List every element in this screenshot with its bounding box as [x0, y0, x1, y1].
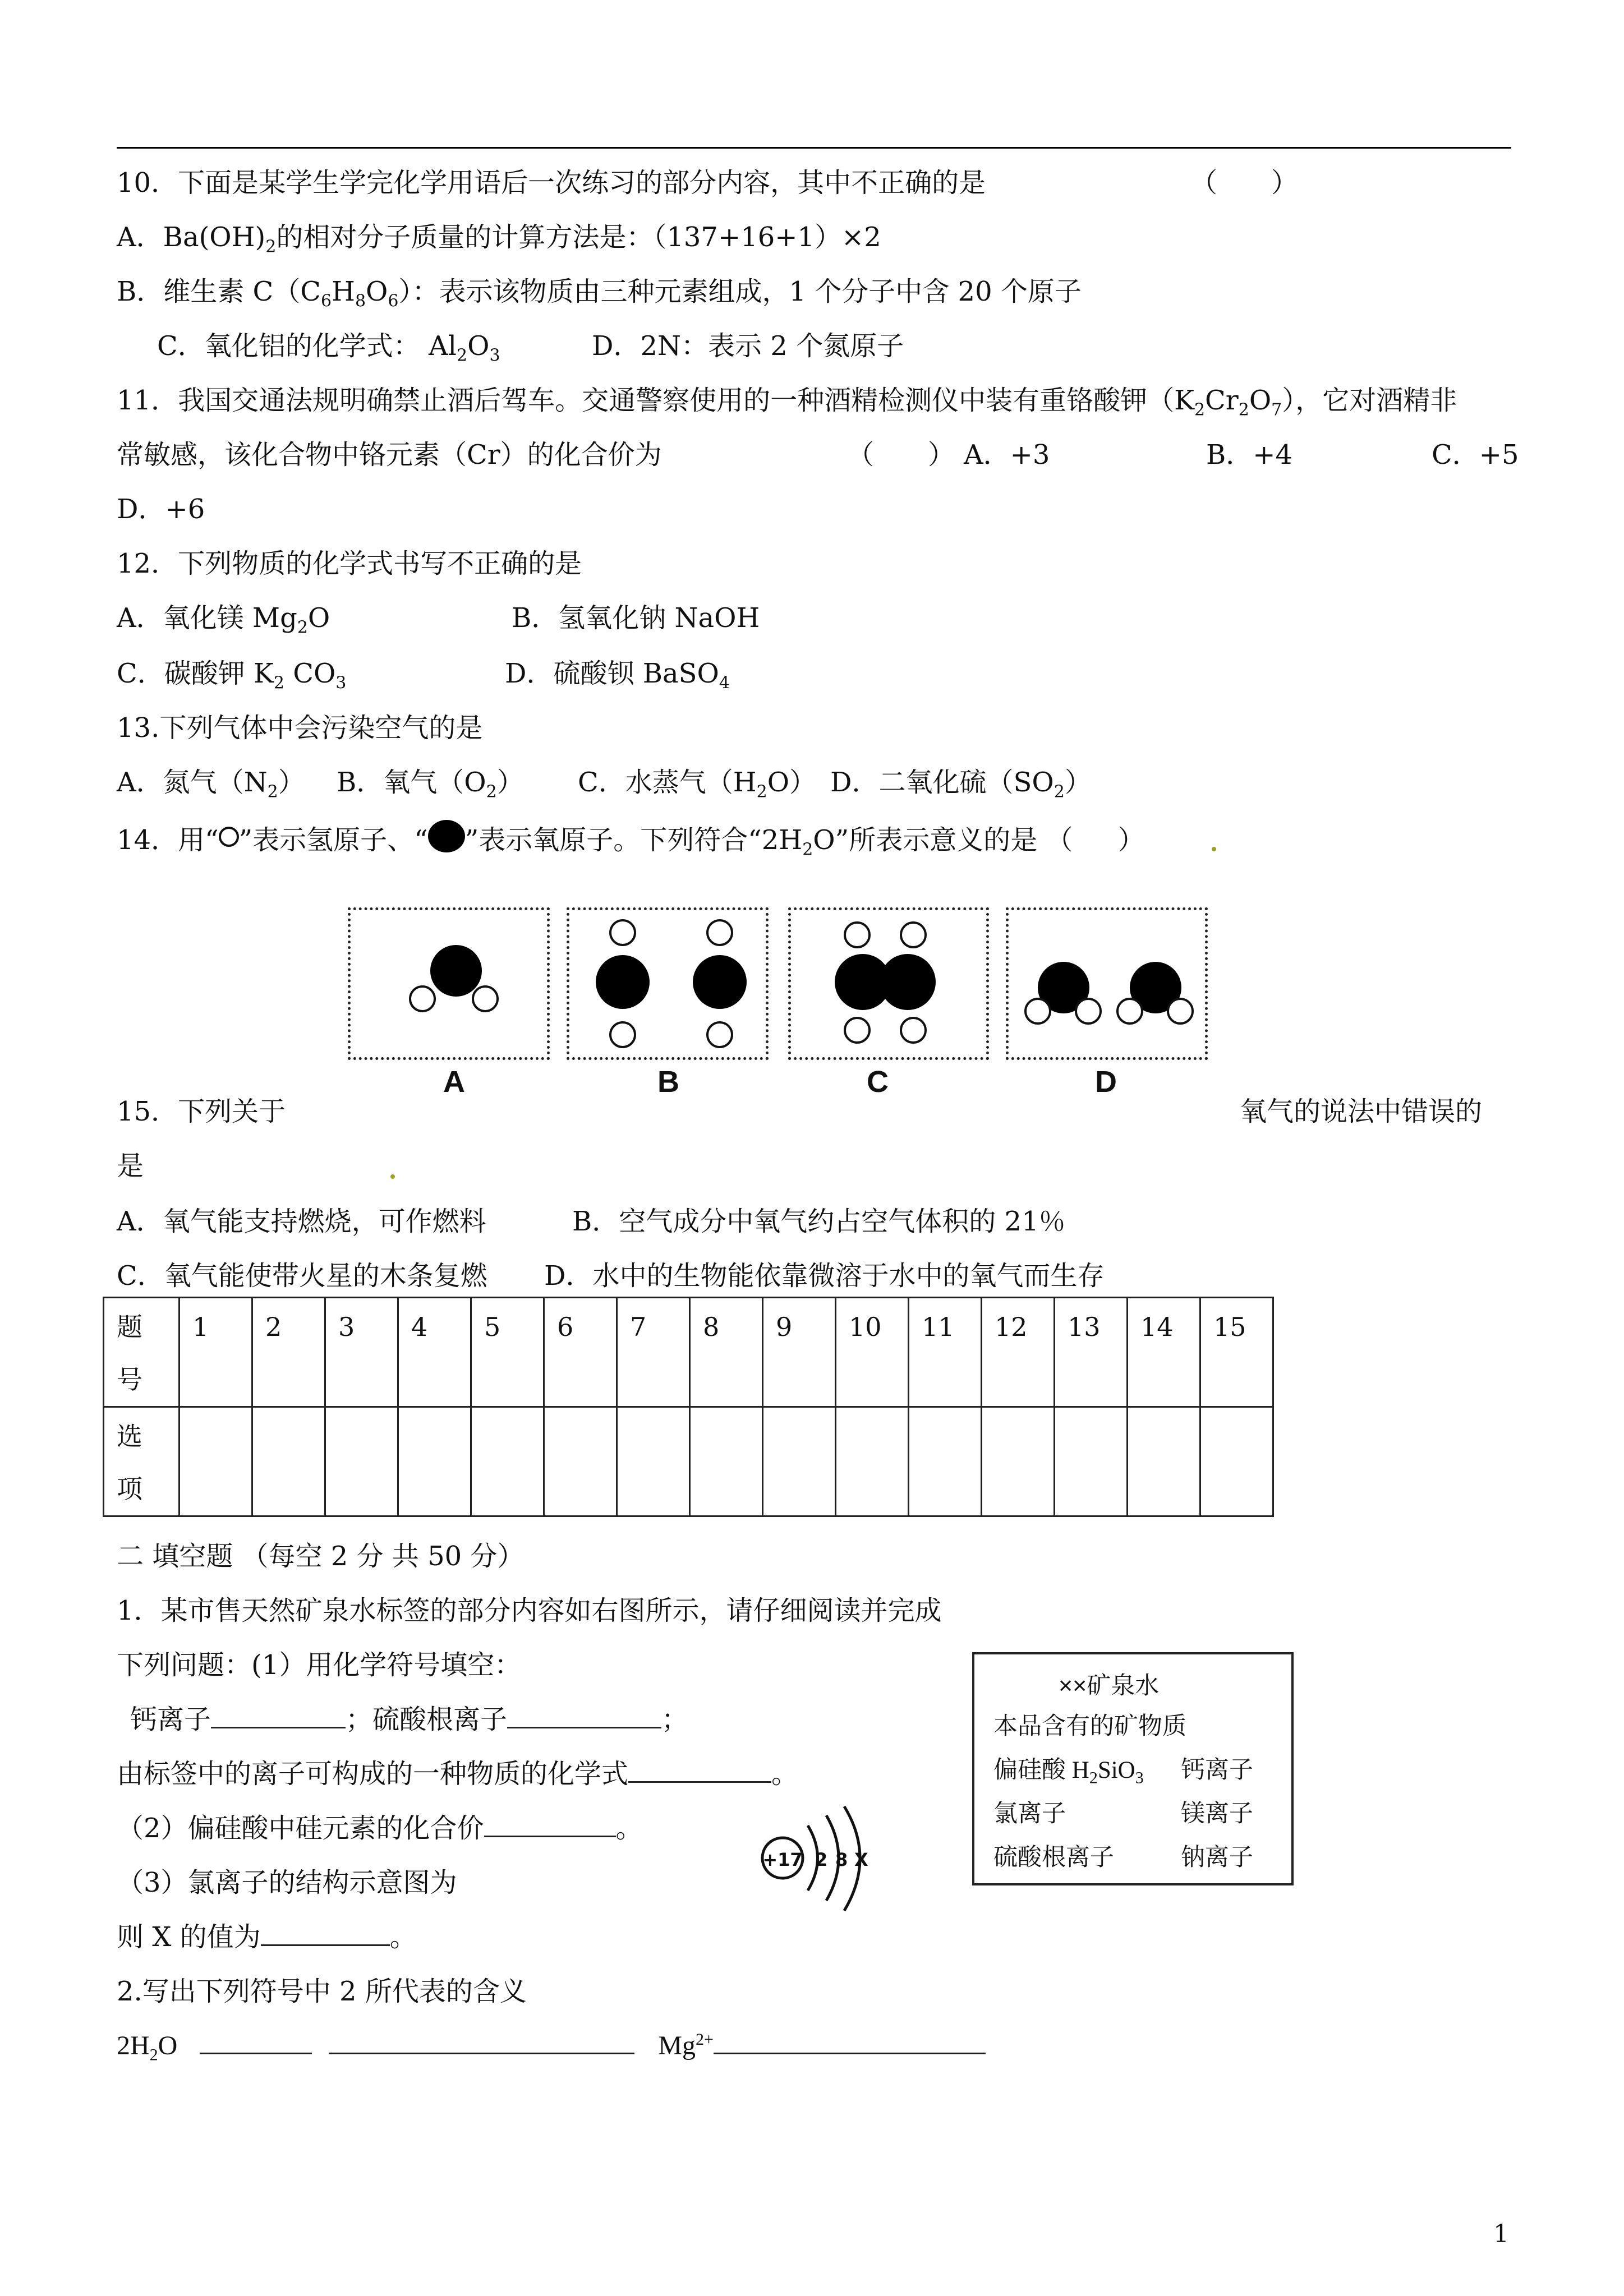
- question-number-cell: 7: [617, 1298, 690, 1407]
- q15-option-c: C．氧气能使带火星的木条复燃: [117, 1260, 487, 1292]
- shell-electron-count: 8: [835, 1849, 848, 1870]
- answer-blank[interactable]: [261, 1922, 390, 1946]
- q13-option-a: A．氮气$(N_2)$: [117, 767, 305, 802]
- question-number-cell: 1: [180, 1298, 252, 1407]
- molecule-box-d: [1006, 907, 1208, 1060]
- question-number-cell: 9: [763, 1298, 836, 1407]
- molecule-label-d: D: [1095, 1065, 1117, 1099]
- answer-cell[interactable]: [1128, 1407, 1200, 1516]
- question-number-cell: 5: [471, 1298, 544, 1407]
- page-number: 1: [1493, 2220, 1509, 2248]
- nucleus-charge: +17: [762, 1849, 803, 1870]
- q13-stem: 13.下列气体中会污染空气的是: [117, 712, 483, 744]
- question-number-cell: 13: [1055, 1298, 1128, 1407]
- molecule-c-svg: [791, 910, 986, 1057]
- q12-option-b: B．氢氧化钠 NaOH: [512, 602, 760, 634]
- oxygen-atom: [596, 955, 650, 1009]
- answer-table-row-header: 题 号: [104, 1298, 180, 1407]
- q11-option-b: B．+4: [1206, 439, 1293, 471]
- answer-table-row-header: 选 项: [104, 1407, 180, 1516]
- hydrogen-atom: [1076, 999, 1101, 1023]
- answer-table: [103, 1297, 1274, 1517]
- hydrogen-atom: [1117, 999, 1142, 1023]
- question-number-cell: 12: [982, 1298, 1055, 1407]
- q11-option-d: D．+6: [117, 494, 205, 525]
- q14-stem: 14．用“ ”表示氢原子、“ ”表示氧原子。下列符合“$2H_2O$”所表示意义的是 （ ）: [117, 820, 1144, 857]
- mineral-water-label: [972, 1652, 1294, 1885]
- label-item: 硫酸根离子: [993, 1844, 1114, 1871]
- q10-option-c: C．氧化铝的化学式： $Al_2O_3$: [157, 330, 500, 366]
- molecule-d-svg: [1009, 910, 1205, 1057]
- q13-option-c: C．水蒸气$(H_2O)$: [578, 767, 817, 802]
- q10-answer-paren: （ ）: [1190, 167, 1299, 199]
- q13-option-d: D．二氧化硫$(SO_2)$: [830, 767, 1092, 802]
- answer-cell[interactable]: [690, 1407, 763, 1516]
- q15-option-d: D．水中的生物能依靠微溶于水中的氧气而生存: [544, 1260, 1105, 1292]
- hydrogen-atom: [610, 1022, 635, 1047]
- answer-cell[interactable]: [471, 1407, 544, 1516]
- question-number-cell: 10: [836, 1298, 909, 1407]
- q10-option-b: B．维生素 $C(C_6H_8O_6)$：表示该物质由三种元素组成，1 个分子中含 20 个原子: [117, 276, 1082, 311]
- answer-table-number-row: [104, 1298, 1273, 1407]
- label-title: ××矿泉水: [1059, 1672, 1160, 1699]
- answer-blank[interactable]: [484, 1813, 616, 1837]
- question-number-cell: 8: [690, 1298, 763, 1407]
- oxygen-atom: [880, 954, 936, 1010]
- hydrogen-atom: [845, 1018, 869, 1043]
- s2-q1-part3: （3）氯离子的结构示意图为: [117, 1867, 457, 1898]
- question-number-cell: 4: [398, 1298, 471, 1407]
- label-item: 钠离子: [1181, 1844, 1253, 1871]
- q15-stem-end: 氧气的说法中错误的: [1240, 1096, 1483, 1127]
- section2-title: 二 填空题 （每空 2 分 共 50 分）: [117, 1541, 525, 1572]
- molecule-box-a: [348, 907, 550, 1060]
- q11-stem-cont: 常敏感，该化合物中铬元素（Cr）的化合价为: [117, 439, 662, 471]
- question-number-cell: 14: [1128, 1298, 1200, 1407]
- scan-speck: [1212, 847, 1216, 851]
- q15-stem-cont: 是: [117, 1150, 144, 1182]
- molecule-box-b: [567, 907, 769, 1060]
- q12-stem: 12．下列物质的化学式书写不正确的是: [117, 548, 582, 579]
- hydrogen-atom: [410, 986, 435, 1011]
- question-number-cell: 2: [252, 1298, 325, 1407]
- hydrogen-atom: [901, 923, 926, 947]
- answer-blank[interactable]: [714, 2030, 986, 2054]
- hydrogen-atom: [707, 920, 732, 945]
- molecule-b-svg: [569, 910, 766, 1057]
- hydrogen-atom: [1025, 999, 1050, 1023]
- q11-stem: 11．我国交通法规明确禁止酒后驾车。交通警察使用的一种酒精检测仪中装有重铬酸钾$(K_2Cr_2O_7)$，它对酒精非: [117, 385, 1457, 420]
- answer-cell[interactable]: [909, 1407, 982, 1516]
- s2-q1-stem-cont: 下列问题：(1）用化学符号填空：: [117, 1649, 522, 1681]
- answer-cell[interactable]: [1055, 1407, 1128, 1516]
- q15-option-a: A．氧气能支持燃烧，可作燃料: [117, 1206, 486, 1237]
- answer-cell[interactable]: [252, 1407, 325, 1516]
- header-rule: [117, 147, 1511, 149]
- label-item: 氯离子: [993, 1800, 1066, 1827]
- answer-blank[interactable]: [507, 1704, 661, 1728]
- s2-q1-part1b: 由标签中的离子可构成的一种物质的化学式 。: [117, 1758, 799, 1790]
- question-number-cell: 11: [909, 1298, 982, 1407]
- hydrogen-atom: [845, 923, 869, 947]
- question-number-cell: 6: [544, 1298, 617, 1407]
- hydrogen-atom-icon: [219, 827, 239, 847]
- answer-cell[interactable]: [982, 1407, 1055, 1516]
- oxygen-atom: [693, 955, 747, 1009]
- answer-cell[interactable]: [180, 1407, 252, 1516]
- s2-q1-stem: 1．某市售天然矿泉水标签的部分内容如右图所示，请仔细阅读并完成: [117, 1595, 942, 1626]
- q10-option-d: D．2N：表示 2 个氮原子: [592, 330, 904, 362]
- answer-cell[interactable]: [398, 1407, 471, 1516]
- answer-blank[interactable]: [329, 2030, 634, 2054]
- answer-blank[interactable]: [200, 2030, 312, 2054]
- hydrogen-atom: [1168, 999, 1193, 1023]
- q10-stem: 10．下面是某学生学完化学用语后一次练习的部分内容，其中不正确的是: [117, 167, 986, 199]
- answer-cell[interactable]: [763, 1407, 836, 1516]
- hydrogen-atom: [707, 1022, 732, 1047]
- q15-stem: 15．下列关于: [117, 1096, 286, 1127]
- shell-electron-count: 2: [815, 1849, 828, 1870]
- answer-cell[interactable]: [325, 1407, 398, 1516]
- s2-q1-part2: （2）偏硅酸中硅元素的化合价 。: [117, 1813, 643, 1844]
- hydrogen-atom: [610, 920, 635, 945]
- oxygen-atom-icon: [428, 820, 465, 852]
- label-item: 镁离子: [1181, 1800, 1253, 1827]
- question-number-cell: 15: [1200, 1298, 1273, 1407]
- label-subtitle: 本品含有的矿物质: [993, 1713, 1186, 1740]
- s2-q1-part1: 钙离子 ；硫酸根离子 ；: [130, 1704, 689, 1735]
- shell-electron-count: X: [854, 1849, 868, 1870]
- molecule-label-b: B: [657, 1065, 679, 1099]
- q15-option-b: B．空气成分中氧气约占空气体积的 21％: [572, 1206, 1066, 1237]
- answer-cell[interactable]: [1200, 1407, 1273, 1516]
- molecule-box-c: [788, 907, 989, 1060]
- oxygen-atom: [430, 945, 482, 997]
- question-number-cell: 3: [325, 1298, 398, 1407]
- answer-blank[interactable]: [628, 1759, 771, 1783]
- q12-option-d: D．硫酸钡 BaSO$_4$: [505, 658, 730, 693]
- label-item: 钙离子: [1181, 1756, 1253, 1783]
- q12-option-c: C．碳酸钾 $K_2$ $CO_3$: [117, 658, 347, 693]
- answer-blank[interactable]: [211, 1704, 346, 1728]
- molecule-label-c: C: [867, 1065, 889, 1099]
- label-item: 偏硅酸 $H_2SiO_3$: [993, 1757, 1144, 1787]
- q11-option-a: A．+3: [964, 439, 1050, 471]
- answer-table-choice-row: [104, 1407, 1273, 1516]
- q11-answer-paren: （ ）: [847, 439, 955, 471]
- answer-cell[interactable]: [544, 1407, 617, 1516]
- answer-cell[interactable]: [836, 1407, 909, 1516]
- molecule-a-svg: [351, 910, 547, 1057]
- s2-q2-stem: 2.写出下列符号中 2 所代表的含义: [117, 1976, 527, 2007]
- s2-q1-part3b: 则 X 的值为 。: [117, 1921, 417, 1953]
- hydrogen-atom: [901, 1018, 926, 1043]
- hydrogen-atom: [473, 986, 498, 1011]
- answer-cell[interactable]: [617, 1407, 690, 1516]
- chloride-ion-diagram: [755, 1803, 895, 1932]
- scan-speck: [390, 1174, 395, 1179]
- q11-option-c: C．+5: [1432, 439, 1519, 471]
- q10-option-a: A．$Ba(OH)_2$的相对分子质量的计算方法是：（137+16+1）×2: [117, 222, 881, 257]
- q12-option-a: A．氧化镁 $Mg_2O$: [117, 602, 330, 638]
- s2-q2-items: $2H_2O$ $Mg^{2+}$: [117, 2029, 986, 2063]
- molecule-label-a: A: [443, 1065, 465, 1099]
- q13-option-b: B．氧气$(O_2)$: [337, 767, 524, 802]
